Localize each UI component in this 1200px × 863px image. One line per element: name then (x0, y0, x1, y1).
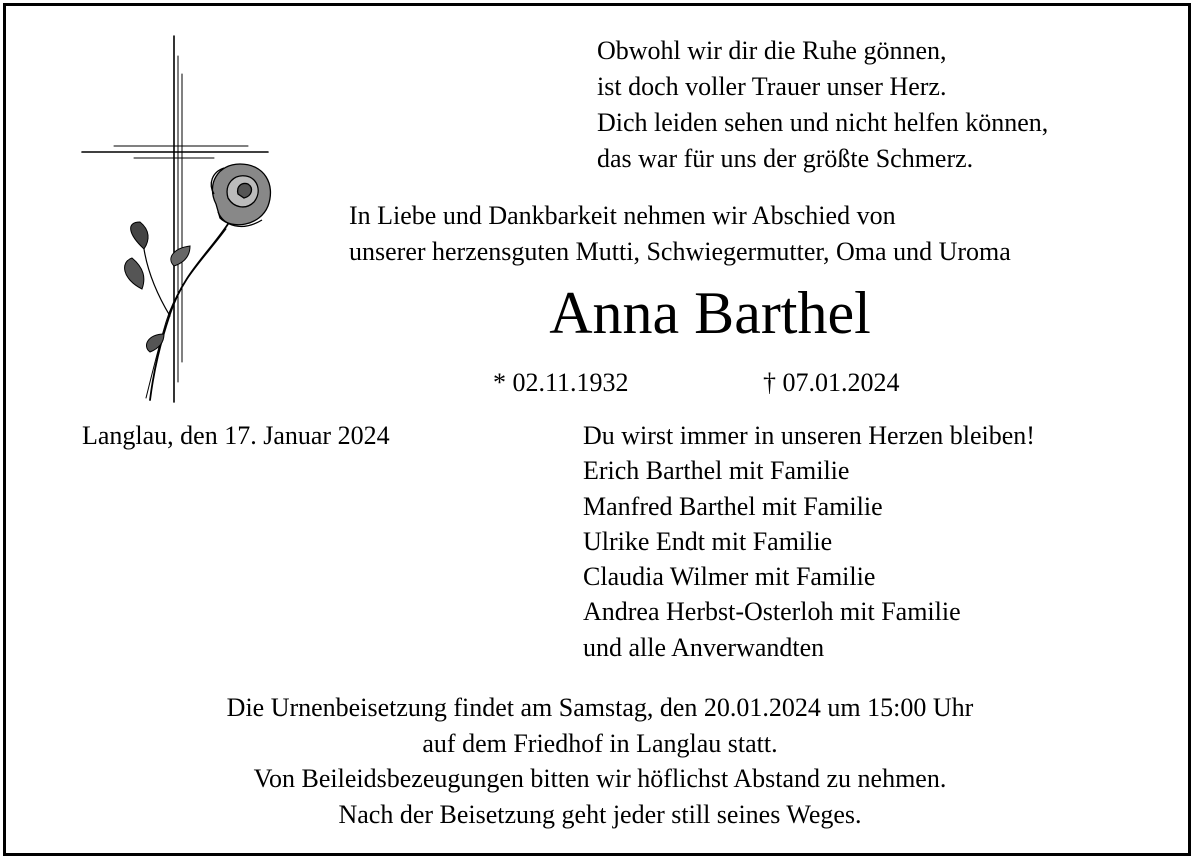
poem-line: ist doch voller Trauer unser Herz. (597, 72, 947, 101)
poem (597, 38, 1048, 182)
notice-line: Nach der Beisetzung geht jeder still seines Weges. (338, 799, 862, 829)
family-line: Erich Barthel mit Familie (583, 456, 850, 486)
notice-line: Von Beileidsbezeugungen bitten wir höflichst Abstand zu nehmen. (253, 764, 947, 793)
death-date: † 07.01.2024 (763, 368, 900, 397)
intro-line: unserer herzensguten Mutti, Schwiegermutter, Oma und Uroma (349, 237, 1011, 266)
funeral-notice (0, 695, 1200, 837)
intro-text (349, 203, 1011, 275)
family-line: Manfred Barthel mit Familie (583, 491, 883, 521)
place-date: Langlau, den 17. Januar 2024 (82, 421, 390, 450)
intro-line: In Liebe und Dankbarkeit nehmen wir Abschied von (349, 201, 896, 230)
cross-rose-icon (78, 34, 288, 406)
poem-line: Dich leiden sehen und nicht helfen können, (597, 108, 1049, 137)
poem-line: das war für uns der größte Schmerz. (597, 144, 974, 173)
notice-line: auf dem Friedhof in Langlau statt. (422, 728, 778, 758)
family-line: Ulrike Endt mit Familie (583, 526, 833, 556)
birth-date: * 02.11.1932 (493, 368, 629, 397)
deceased-name: Anna Barthel (549, 280, 871, 346)
notice-line: Die Urnenbeisetzung findet am Samstag, den 20.01.2024 um 15:00 Uhr (226, 693, 974, 722)
poem-line: Obwohl wir dir die Ruhe gönnen, (597, 36, 947, 65)
family-line: Andrea Herbst-Osterloh mit Familie (583, 597, 961, 627)
family-line: Du wirst immer in unseren Herzen bleiben! (583, 421, 1035, 450)
family-line: Claudia Wilmer mit Familie (583, 562, 876, 592)
family-list (583, 423, 1035, 670)
family-line: und alle Anverwandten (583, 632, 825, 662)
